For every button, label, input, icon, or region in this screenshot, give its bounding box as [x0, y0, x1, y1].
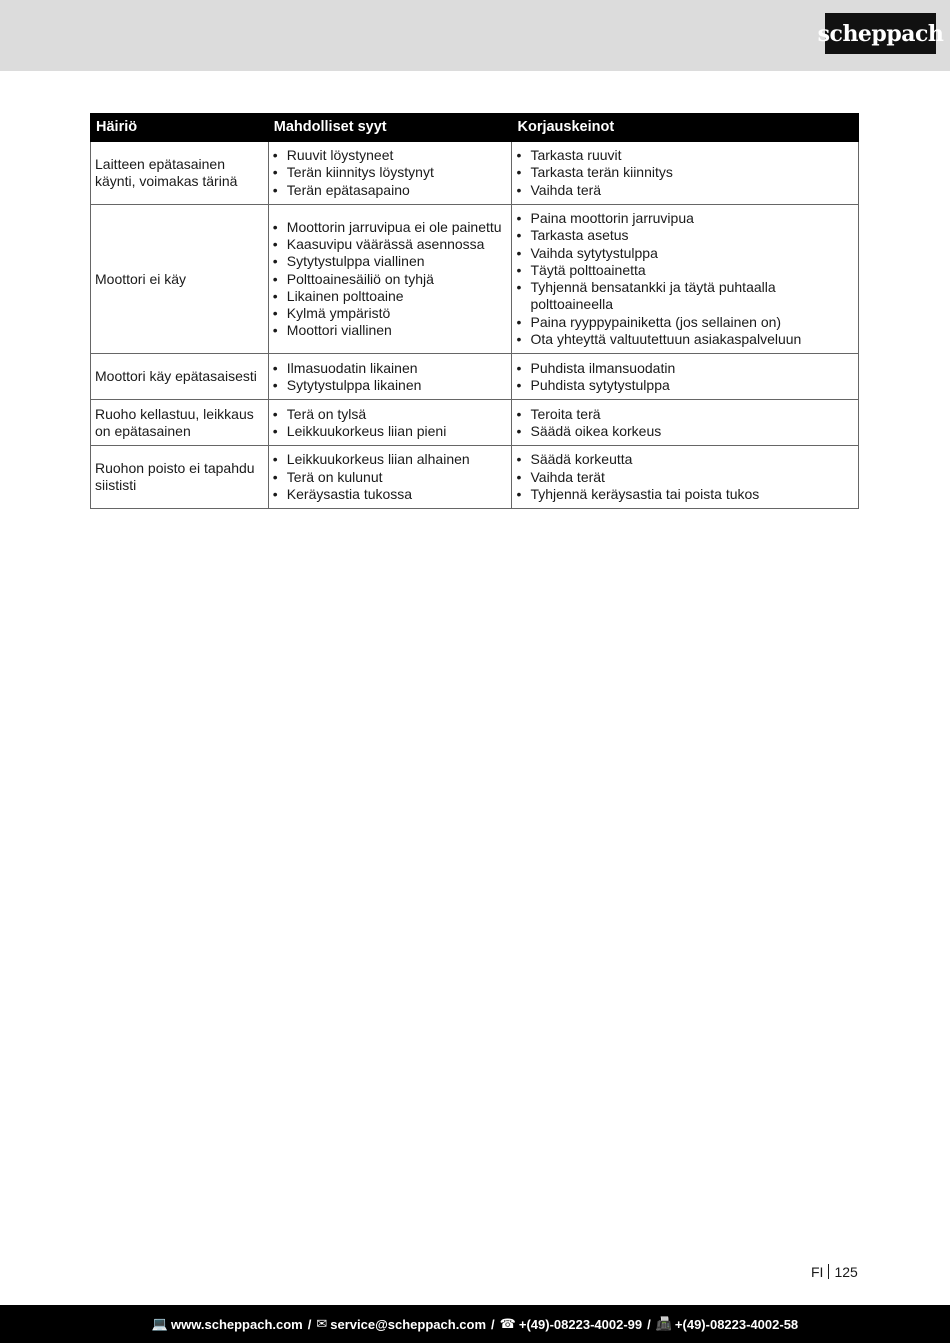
remedy-item: • Vaihda terät	[516, 469, 853, 486]
remedy-item: • Tyhjennä bensatankki ja täytä puhtaalla polttoaineella	[516, 279, 853, 314]
causes-cell	[268, 354, 512, 400]
cause-item: • Sytytystulppa viallinen	[273, 253, 507, 270]
fault-cell: Moottori käy epätasaisesti	[91, 354, 269, 400]
table-header-row	[91, 114, 859, 142]
cause-item: • Terä on tylsä	[273, 406, 507, 423]
footer-phone[interactable]: +(49)-08223-4002-99	[518, 1316, 643, 1332]
causes-cell	[268, 142, 512, 205]
causes-list	[273, 147, 507, 199]
phone-icon: ☎	[499, 1316, 516, 1331]
remedy-item: • Tarkasta asetus	[516, 227, 853, 244]
remedy-item: • Vaihda sytytystulppa	[516, 245, 853, 262]
remedies-cell	[512, 446, 859, 509]
scheppach-logo	[817, 13, 944, 54]
remedy-item: • Paina moottorin jarruvipua	[516, 210, 853, 227]
page-number-value: 125	[834, 1264, 858, 1280]
causes-cell	[268, 446, 512, 509]
table-row	[91, 446, 859, 509]
cause-item: • Kaasuvipu väärässä asennossa	[273, 236, 507, 253]
page-number	[811, 1264, 858, 1280]
cause-item: • Terän epätasapaino	[273, 182, 507, 199]
table-row	[91, 354, 859, 400]
footer-email[interactable]: service@scheppach.com	[330, 1316, 487, 1332]
cause-item: • Moottori viallinen	[273, 322, 507, 339]
mail-icon: ✉	[316, 1316, 328, 1331]
causes-list	[273, 451, 507, 503]
remedy-item: • Täytä polttoainetta	[516, 262, 853, 279]
footer-separator: /	[307, 1316, 312, 1332]
header-band	[0, 0, 950, 71]
table-row	[91, 400, 859, 446]
cause-item: • Leikkuukorkeus liian pieni	[273, 423, 507, 440]
page-number-divider	[828, 1264, 829, 1279]
remedy-item: • Puhdista sytytystulppa	[516, 377, 853, 394]
remedies-list	[516, 360, 853, 395]
cause-item: • Sytytystulppa likainen	[273, 377, 507, 394]
cause-item: • Ilmasuodatin likainen	[273, 360, 507, 377]
causes-list	[273, 219, 507, 340]
fault-cell: Ruoho kellastuu, leikkaus on epätasainen	[91, 400, 269, 446]
remedies-cell	[512, 354, 859, 400]
remedy-item: • Paina ryyppypainiketta (jos sellainen on)	[516, 314, 853, 331]
remedy-item: • Tyhjennä keräysastia tai poista tukos	[516, 486, 853, 503]
logo-text: scheppach	[817, 20, 944, 47]
causes-cell	[268, 205, 512, 354]
fault-cell: Laitteen epätasainen käynti, voimakas tärinä	[91, 142, 269, 205]
header-remedies: Korjauskeinot	[512, 114, 859, 142]
computer-icon: 💻	[151, 1316, 169, 1331]
remedies-cell	[512, 142, 859, 205]
table-row	[91, 142, 859, 205]
header-fault: Häiriö	[91, 114, 269, 142]
troubleshooting-table	[90, 113, 859, 509]
page-lang: FI	[811, 1264, 824, 1280]
cause-item: • Polttoainesäiliö on tyhjä	[273, 271, 507, 288]
remedy-item: • Puhdista ilmansuodatin	[516, 360, 853, 377]
causes-list	[273, 406, 507, 441]
remedies-list	[516, 147, 853, 199]
remedy-item: • Teroita terä	[516, 406, 853, 423]
fault-cell: Moottori ei käy	[91, 205, 269, 354]
footer-separator: /	[491, 1316, 495, 1332]
header-causes: Mahdolliset syyt	[268, 114, 512, 142]
remedies-cell	[512, 205, 859, 354]
remedies-list	[516, 451, 853, 503]
footer-fax: +(49)-08223-4002-58	[674, 1316, 799, 1332]
remedy-item: • Tarkasta terän kiinnitys	[516, 164, 853, 181]
remedy-item: • Vaihda terä	[516, 182, 853, 199]
cause-item: • Kylmä ympäristö	[273, 305, 507, 322]
fax-icon: 📠	[655, 1316, 672, 1331]
cause-item: • Ruuvit löystyneet	[273, 147, 507, 164]
causes-cell	[268, 400, 512, 446]
cause-item: • Keräysastia tukossa	[273, 486, 507, 503]
remedy-item: • Säädä oikea korkeus	[516, 423, 853, 440]
remedies-list	[516, 210, 853, 348]
causes-list	[273, 360, 507, 395]
footer-separator: /	[647, 1316, 651, 1332]
remedy-item: • Tarkasta ruuvit	[516, 147, 853, 164]
remedy-item: • Ota yhteyttä valtuutettuun asiakaspalveluun	[516, 331, 853, 348]
footer-bar	[0, 1305, 950, 1343]
cause-item: • Moottorin jarruvipua ei ole painettu	[273, 219, 507, 236]
remedy-item: • Säädä korkeutta	[516, 451, 853, 468]
remedies-cell	[512, 400, 859, 446]
footer-website[interactable]: www.scheppach.com	[171, 1316, 303, 1332]
cause-item: • Likainen polttoaine	[273, 288, 507, 305]
cause-item: • Terä on kulunut	[273, 469, 507, 486]
fault-cell: Ruohon poisto ei tapahdu siististi	[91, 446, 269, 509]
cause-item: • Terän kiinnitys löystynyt	[273, 164, 507, 181]
table-row	[91, 205, 859, 354]
cause-item: • Leikkuukorkeus liian alhainen	[273, 451, 507, 468]
remedies-list	[516, 406, 853, 441]
